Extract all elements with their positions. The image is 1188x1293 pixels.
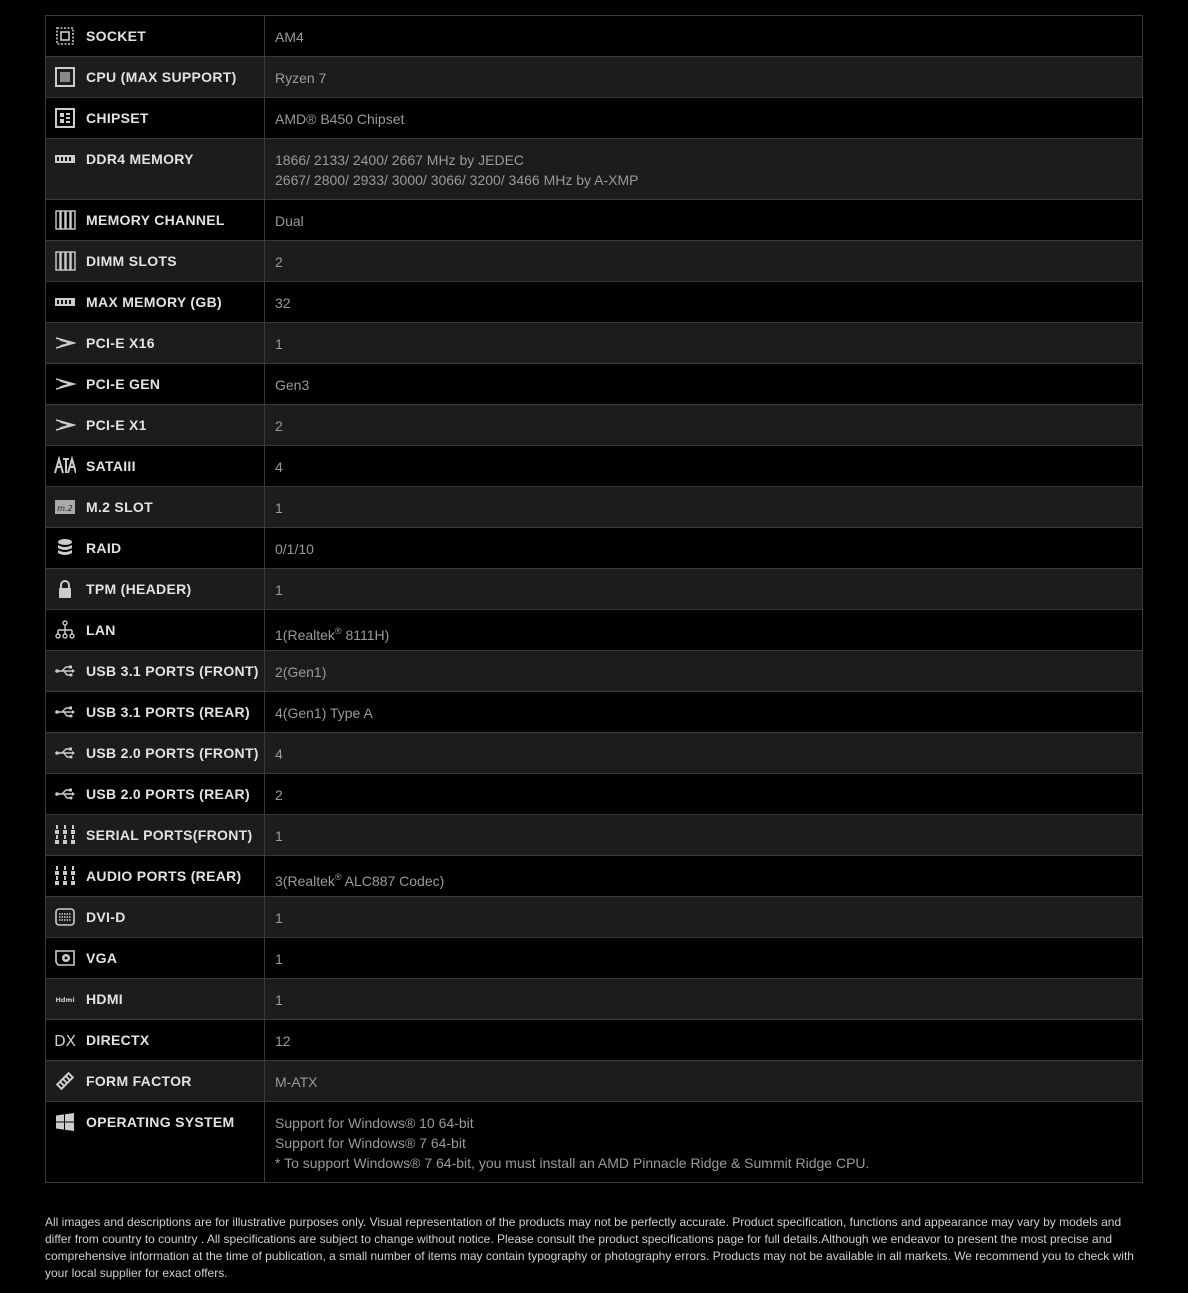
spec-value: 1	[275, 336, 283, 352]
spec-label-wrap	[46, 446, 264, 486]
m2-icon	[54, 497, 76, 517]
chipset-icon	[54, 108, 76, 128]
spec-label: USB 2.0 PORTS (FRONT)	[86, 745, 259, 761]
spec-label-wrap	[46, 282, 264, 322]
audio-jacks-icon	[54, 825, 76, 845]
spec-label-cell	[46, 323, 265, 364]
spec-row	[46, 405, 1143, 446]
spec-value: AMD® B450 Chipset	[275, 111, 405, 127]
spec-label-cell	[46, 774, 265, 815]
spec-label-wrap	[46, 774, 264, 814]
spec-value-cell	[265, 897, 1143, 938]
spec-value: 1	[275, 500, 283, 516]
spec-value: 2	[275, 254, 283, 270]
network-icon	[54, 620, 76, 640]
spec-value-cell	[265, 98, 1143, 139]
spec-label-cell	[46, 282, 265, 323]
spec-value-cell	[265, 1020, 1143, 1061]
spec-table	[45, 15, 1143, 1183]
spec-label: PCI-E GEN	[86, 376, 161, 392]
spec-label: FORM FACTOR	[86, 1073, 192, 1089]
spec-row	[46, 528, 1143, 569]
spec-value-cell	[265, 815, 1143, 856]
spec-label-wrap	[46, 1061, 264, 1101]
spec-value: 1	[275, 828, 283, 844]
spec-value: 1	[275, 910, 283, 926]
spec-label-wrap	[46, 610, 264, 650]
spec-label: CHIPSET	[86, 110, 149, 126]
spec-label-cell	[46, 897, 265, 938]
spec-label: TPM (HEADER)	[86, 581, 192, 597]
spec-value-cell	[265, 139, 1143, 200]
spec-row	[46, 692, 1143, 733]
spec-row	[46, 446, 1143, 487]
spec-row	[46, 733, 1143, 774]
spec-label-cell	[46, 364, 265, 405]
spec-value-cell	[265, 733, 1143, 774]
spec-value-cell	[265, 200, 1143, 241]
spec-value: Support for Windows® 10 64-bit	[275, 1115, 474, 1131]
spec-label-cell	[46, 815, 265, 856]
socket-icon	[54, 26, 76, 46]
spec-value: 2667/ 2800/ 2933/ 3000/ 3066/ 3200/ 3466 MHz by A-XMP	[275, 172, 639, 188]
spec-label-cell	[46, 979, 265, 1020]
spec-value: 4	[275, 746, 283, 762]
spec-row	[46, 98, 1143, 139]
spec-value: 1	[275, 992, 283, 1008]
spec-row	[46, 139, 1143, 200]
spec-label-cell	[46, 139, 265, 200]
spec-value: 2(Gen1)	[275, 664, 327, 680]
spec-label-cell	[46, 856, 265, 897]
spec-label: MAX MEMORY (GB)	[86, 294, 222, 310]
spec-value-cell	[265, 241, 1143, 282]
spec-label-cell	[46, 569, 265, 610]
spec-row	[46, 856, 1143, 897]
spec-value-cell	[265, 1102, 1143, 1183]
spec-value: AM4	[275, 29, 304, 45]
spec-value-cell	[265, 57, 1143, 98]
motherboard-icon	[54, 1071, 76, 1091]
spec-row	[46, 1061, 1143, 1102]
memory-module-icon	[54, 292, 76, 312]
dvi-icon	[54, 907, 76, 927]
spec-row	[46, 200, 1143, 241]
spec-label-cell	[46, 405, 265, 446]
spec-value: 1	[275, 582, 283, 598]
spec-label: USB 3.1 PORTS (REAR)	[86, 704, 250, 720]
spec-value-cell	[265, 1061, 1143, 1102]
spec-value: 32	[275, 295, 291, 311]
spec-value-cell	[265, 405, 1143, 446]
spec-value: 1866/ 2133/ 2400/ 2667 MHz by JEDEC	[275, 152, 525, 168]
directx-icon	[54, 1030, 76, 1050]
audio-jacks-icon	[54, 866, 76, 886]
spec-label-cell	[46, 16, 265, 57]
spec-label: DIRECTX	[86, 1032, 150, 1048]
spec-label: PCI-E X16	[86, 335, 155, 351]
spec-label-wrap	[46, 1020, 264, 1060]
spec-label: HDMI	[86, 991, 123, 1007]
spec-row	[46, 241, 1143, 282]
spec-value: Dual	[275, 213, 304, 229]
spec-value: 0/1/10	[275, 541, 314, 557]
spec-value: 12	[275, 1033, 291, 1049]
spec-label-wrap	[46, 98, 264, 138]
spec-label-wrap	[46, 1102, 264, 1142]
spec-value-cell	[265, 487, 1143, 528]
spec-row	[46, 1102, 1143, 1183]
svg-text:Hdmi: Hdmi	[55, 996, 75, 1004]
spec-value-cell	[265, 446, 1143, 487]
spec-label-wrap	[46, 651, 264, 691]
spec-label: CPU (MAX SUPPORT)	[86, 69, 237, 85]
spec-row	[46, 815, 1143, 856]
spec-label: DDR4 MEMORY	[86, 151, 194, 167]
hdmi-icon	[54, 989, 76, 1009]
windows-icon	[54, 1112, 76, 1132]
spec-label-wrap	[46, 692, 264, 732]
spec-label-cell	[46, 528, 265, 569]
spec-label: VGA	[86, 950, 118, 966]
spec-label-cell	[46, 98, 265, 139]
spec-label-wrap	[46, 897, 264, 937]
spec-value-cell	[265, 569, 1143, 610]
spec-value-cell	[265, 979, 1143, 1020]
spec-value: 1(Realtek® 8111H)	[275, 626, 390, 643]
spec-label-wrap	[46, 364, 264, 404]
spec-label: M.2 SLOT	[86, 499, 153, 515]
spec-label: OPERATING SYSTEM	[86, 1114, 235, 1130]
spec-value-cell	[265, 774, 1143, 815]
memory-module-icon	[54, 149, 76, 169]
dimm-slots-icon	[54, 251, 76, 271]
sata-icon	[54, 456, 76, 476]
pcie-icon	[54, 333, 76, 353]
spec-label: SOCKET	[86, 28, 147, 44]
spec-label-cell	[46, 938, 265, 979]
spec-row	[46, 364, 1143, 405]
spec-row	[46, 16, 1143, 57]
spec-value-cell	[265, 528, 1143, 569]
spec-row	[46, 774, 1143, 815]
spec-label-cell	[46, 487, 265, 528]
spec-label: RAID	[86, 540, 122, 556]
spec-value-cell	[265, 323, 1143, 364]
spec-row	[46, 323, 1143, 364]
spec-label-cell	[46, 610, 265, 651]
spec-value: 2	[275, 418, 283, 434]
spec-value: 2	[275, 787, 283, 803]
spec-label-cell	[46, 692, 265, 733]
usb-icon	[54, 743, 76, 763]
spec-value-cell	[265, 651, 1143, 692]
spec-value: 4(Gen1) Type A	[275, 705, 373, 721]
spec-value: 3(Realtek® ALC887 Codec)	[275, 872, 445, 889]
spec-label-cell	[46, 1020, 265, 1061]
spec-label-wrap	[46, 815, 264, 855]
spec-label: PCI-E X1	[86, 417, 147, 433]
spec-value-cell	[265, 16, 1143, 57]
usb-icon	[54, 702, 76, 722]
database-icon	[54, 538, 76, 558]
spec-label-wrap	[46, 733, 264, 773]
spec-label-cell	[46, 1061, 265, 1102]
spec-label-cell	[46, 733, 265, 774]
spec-value: Support for Windows® 7 64-bit	[275, 1135, 466, 1151]
usb-icon	[54, 661, 76, 681]
spec-label: USB 2.0 PORTS (REAR)	[86, 786, 250, 802]
spec-label-cell	[46, 241, 265, 282]
spec-label-wrap	[46, 487, 264, 527]
spec-label-wrap	[46, 528, 264, 568]
spec-value-cell	[265, 938, 1143, 979]
spec-value: M-ATX	[275, 1074, 318, 1090]
spec-label: DVI-D	[86, 909, 126, 925]
pcie-icon	[54, 415, 76, 435]
spec-label-cell	[46, 446, 265, 487]
spec-table-body	[46, 16, 1143, 1183]
spec-label-wrap	[46, 200, 264, 240]
spec-label-wrap	[46, 856, 264, 896]
spec-row	[46, 487, 1143, 528]
spec-row	[46, 57, 1143, 98]
spec-value: 1	[275, 951, 283, 967]
spec-value: * To support Windows® 7 64-bit, you must install an AMD Pinnacle Ridge & Summit Ridge CPU.	[275, 1155, 870, 1171]
spec-label: LAN	[86, 622, 116, 638]
spec-label: SATAIII	[86, 458, 136, 474]
vga-icon	[54, 948, 76, 968]
spec-row	[46, 569, 1143, 610]
spec-label-cell	[46, 57, 265, 98]
spec-label-wrap	[46, 938, 264, 978]
spec-row	[46, 1020, 1143, 1061]
spec-row	[46, 938, 1143, 979]
svg-text:m.2: m.2	[57, 504, 73, 513]
spec-label-wrap	[46, 405, 264, 445]
spec-value: 4	[275, 459, 283, 475]
spec-value: Ryzen 7	[275, 70, 327, 86]
spec-label-wrap	[46, 569, 264, 609]
svg-text:DX: DX	[54, 1032, 76, 1050]
lock-icon	[54, 579, 76, 599]
spec-value: Gen3	[275, 377, 310, 393]
spec-row	[46, 979, 1143, 1020]
spec-value-cell	[265, 856, 1143, 897]
spec-label: SERIAL PORTS(FRONT)	[86, 827, 253, 843]
spec-label-cell	[46, 1102, 265, 1183]
spec-label: DIMM SLOTS	[86, 253, 177, 269]
spec-label-wrap	[46, 323, 264, 363]
spec-row	[46, 282, 1143, 323]
spec-label-cell	[46, 200, 265, 241]
disclaimer-text: All images and descriptions are for illustrative purposes only. Visual representation of the products may not be perfectly accurate. Product specification, functions and appearance may vary by models and differ from country to country . All specifications are subject to change without notice. Please consult the product specifications page for full details.Although we endeavor to present the most precise and comprehensive information at the time of publication, a small number of items may contain typography or photography errors. Products may not be available in all markets. We recommend you to check with your local supplier for exact offers.	[45, 1215, 1134, 1280]
spec-row	[46, 610, 1143, 651]
spec-label-wrap	[46, 241, 264, 281]
spec-value-cell	[265, 692, 1143, 733]
spec-label: MEMORY CHANNEL	[86, 212, 225, 228]
spec-label: USB 3.1 PORTS (FRONT)	[86, 663, 259, 679]
spec-value-cell	[265, 282, 1143, 323]
spec-row	[46, 897, 1143, 938]
spec-label: AUDIO PORTS (REAR)	[86, 868, 242, 884]
usb-icon	[54, 784, 76, 804]
spec-value-cell	[265, 364, 1143, 405]
spec-value-cell	[265, 610, 1143, 651]
spec-label-wrap	[46, 139, 264, 179]
spec-label-wrap	[46, 979, 264, 1019]
spec-label-cell	[46, 651, 265, 692]
spec-label-wrap	[46, 16, 264, 56]
memory-channel-icon	[54, 210, 76, 230]
spec-label-wrap	[46, 57, 264, 97]
cpu-icon	[54, 67, 76, 87]
pcie-icon	[54, 374, 76, 394]
spec-row	[46, 651, 1143, 692]
